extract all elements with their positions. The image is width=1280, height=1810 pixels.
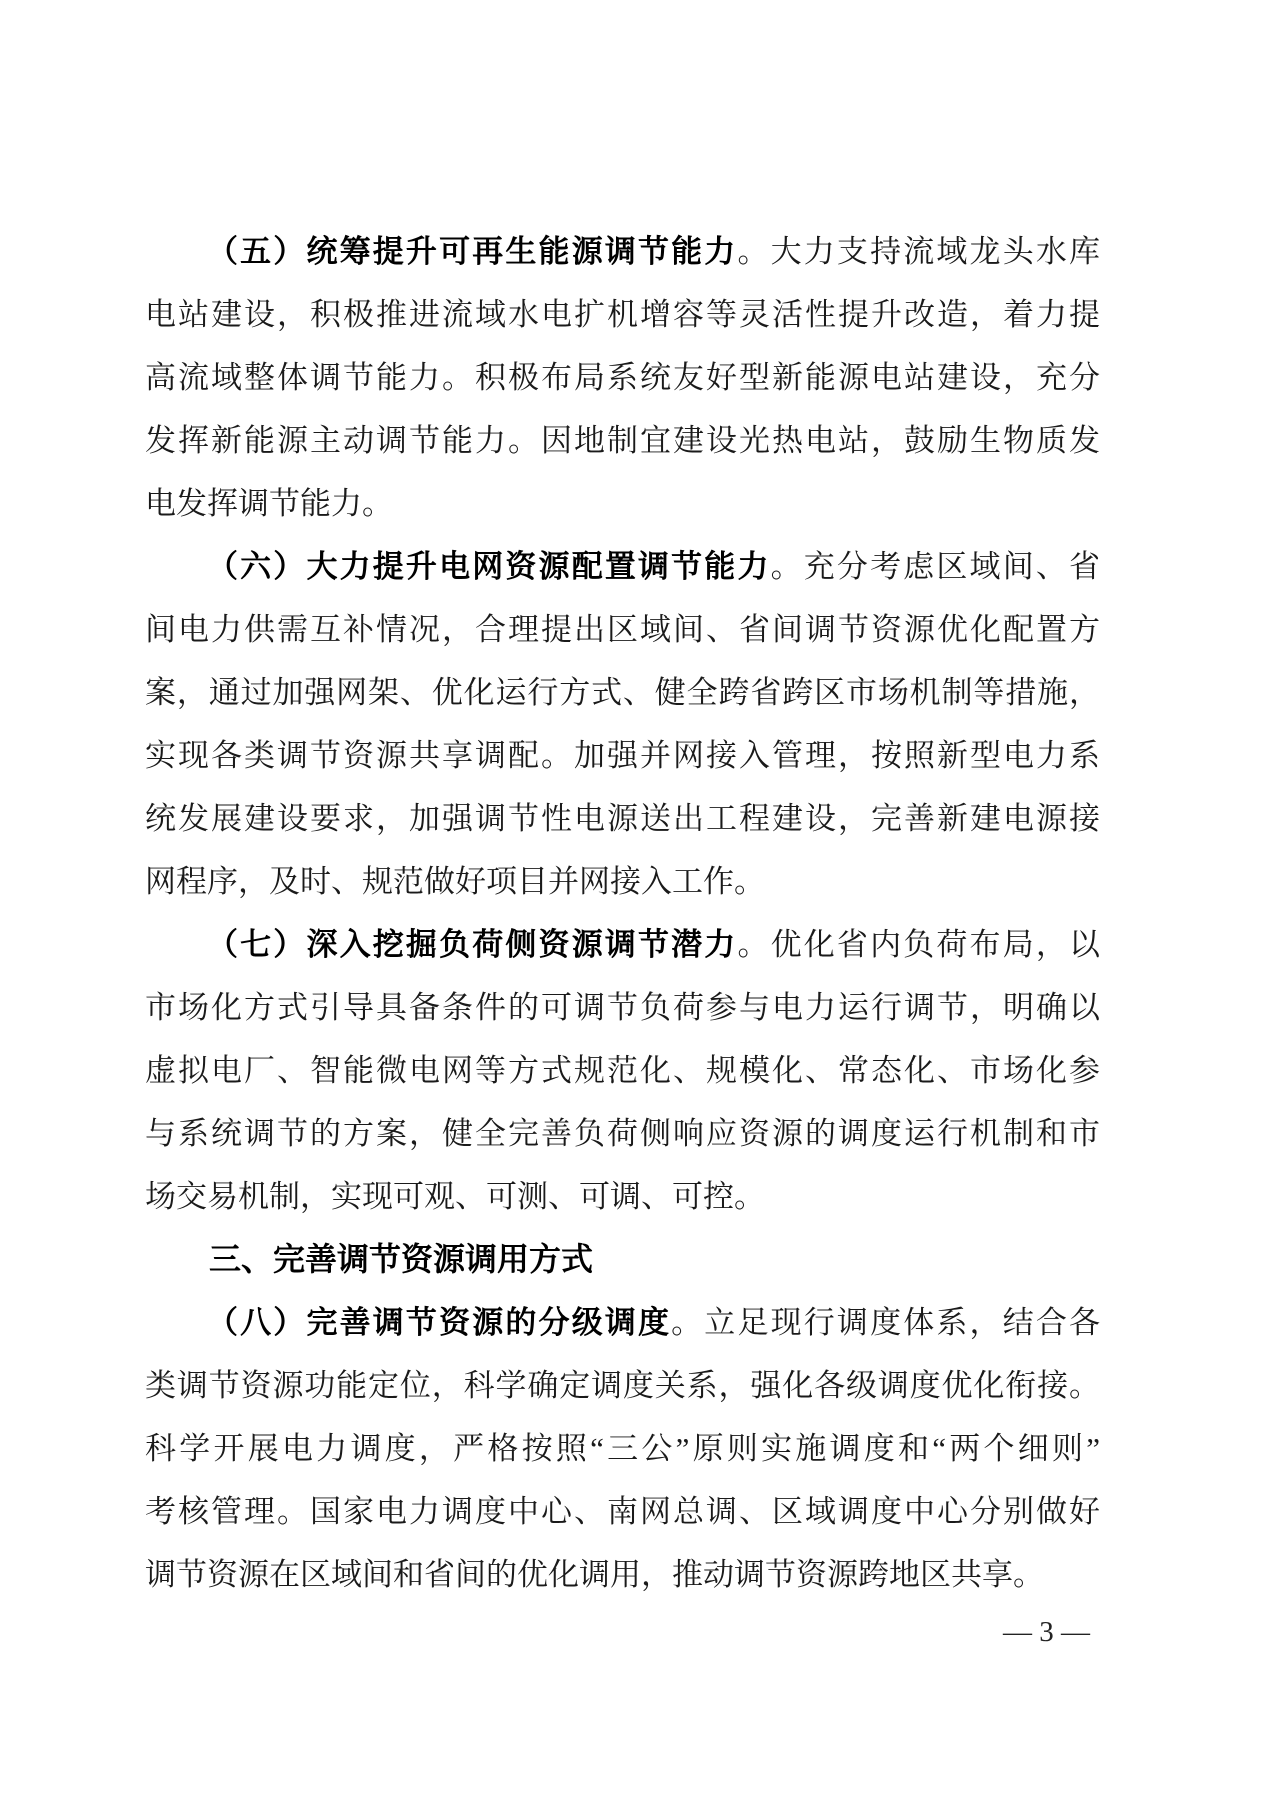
section-heading — [145, 1228, 1100, 1291]
text-line: （五）统筹提升可再生能源调节能力。大力支持流域龙头水库 — [207, 234, 1100, 269]
paragraph-lead-bold: （六）大力提升电网资源配置调节能力 — [207, 549, 771, 584]
text-line: 科学开展电力调度，严格按照“三公”原则实施调度和“两个细则” — [145, 1431, 1100, 1466]
text-line: 发挥新能源主动调节能力。因地制宜建设光热电站，鼓励生物质发 — [145, 423, 1100, 458]
paragraph — [145, 913, 1100, 1228]
text-line: 电站建设，积极推进流域水电扩机增容等灵活性提升改造，着力提 — [145, 297, 1100, 332]
text-line: （六）大力提升电网资源配置调节能力。充分考虑区域间、省 — [207, 549, 1100, 584]
text-line: 市场化方式引导具备条件的可调节负荷参与电力运行调节，明确以 — [145, 990, 1100, 1025]
paragraph-lead-bold: （五）统筹提升可再生能源调节能力 — [207, 234, 738, 269]
text-line: 网程序，及时、规范做好项目并网接入工作。 — [145, 864, 765, 899]
text-line: （八）完善调节资源的分级调度。立足现行调度体系，结合各 — [207, 1305, 1100, 1340]
paragraph-lead-bold: （七）深入挖掘负荷侧资源调节潜力 — [207, 927, 738, 962]
paragraph — [145, 1291, 1100, 1606]
text-line: 案，通过加强网架、优化运行方式、健全跨省跨区市场机制等措施， — [145, 675, 1100, 710]
paragraph-lead-bold: （八）完善调节资源的分级调度 — [207, 1305, 672, 1340]
text-line: 间电力供需互补情况，合理提出区域间、省间调节资源优化配置方 — [145, 612, 1100, 647]
text-line: 统发展建设要求，加强调节性电源送出工程建设，完善新建电源接 — [145, 801, 1100, 836]
text-line: 虚拟电厂、智能微电网等方式规范化、规模化、常态化、市场化参 — [145, 1053, 1100, 1088]
page-number: — 3 — — [1003, 1616, 1090, 1648]
text-line: 与系统调节的方案，健全完善负荷侧响应资源的调度运行机制和市 — [145, 1116, 1100, 1151]
paragraph — [145, 220, 1100, 535]
text-line: 考核管理。国家电力调度中心、南网总调、区域调度中心分别做好 — [145, 1494, 1100, 1529]
paragraph — [145, 535, 1100, 913]
text-line: （七）深入挖掘负荷侧资源调节潜力。优化省内负荷布局，以 — [207, 927, 1100, 962]
text-line: 电发挥调节能力。 — [145, 486, 393, 521]
text-line: 高流域整体调节能力。积极布局系统友好型新能源电站建设，充分 — [145, 360, 1100, 395]
text-line: 场交易机制，实现可观、可测、可调、可控。 — [145, 1179, 765, 1214]
document-body — [145, 220, 1100, 1606]
text-line: 类调节资源功能定位，科学确定调度关系，强化各级调度优化衔接。 — [145, 1368, 1100, 1403]
text-line: 三、完善调节资源调用方式 — [209, 1240, 594, 1278]
text-line: 调节资源在区域间和省间的优化调用，推动调节资源跨地区共享。 — [145, 1557, 1044, 1592]
text-line: 实现各类调节资源共享调配。加强并网接入管理，按照新型电力系 — [145, 738, 1100, 773]
